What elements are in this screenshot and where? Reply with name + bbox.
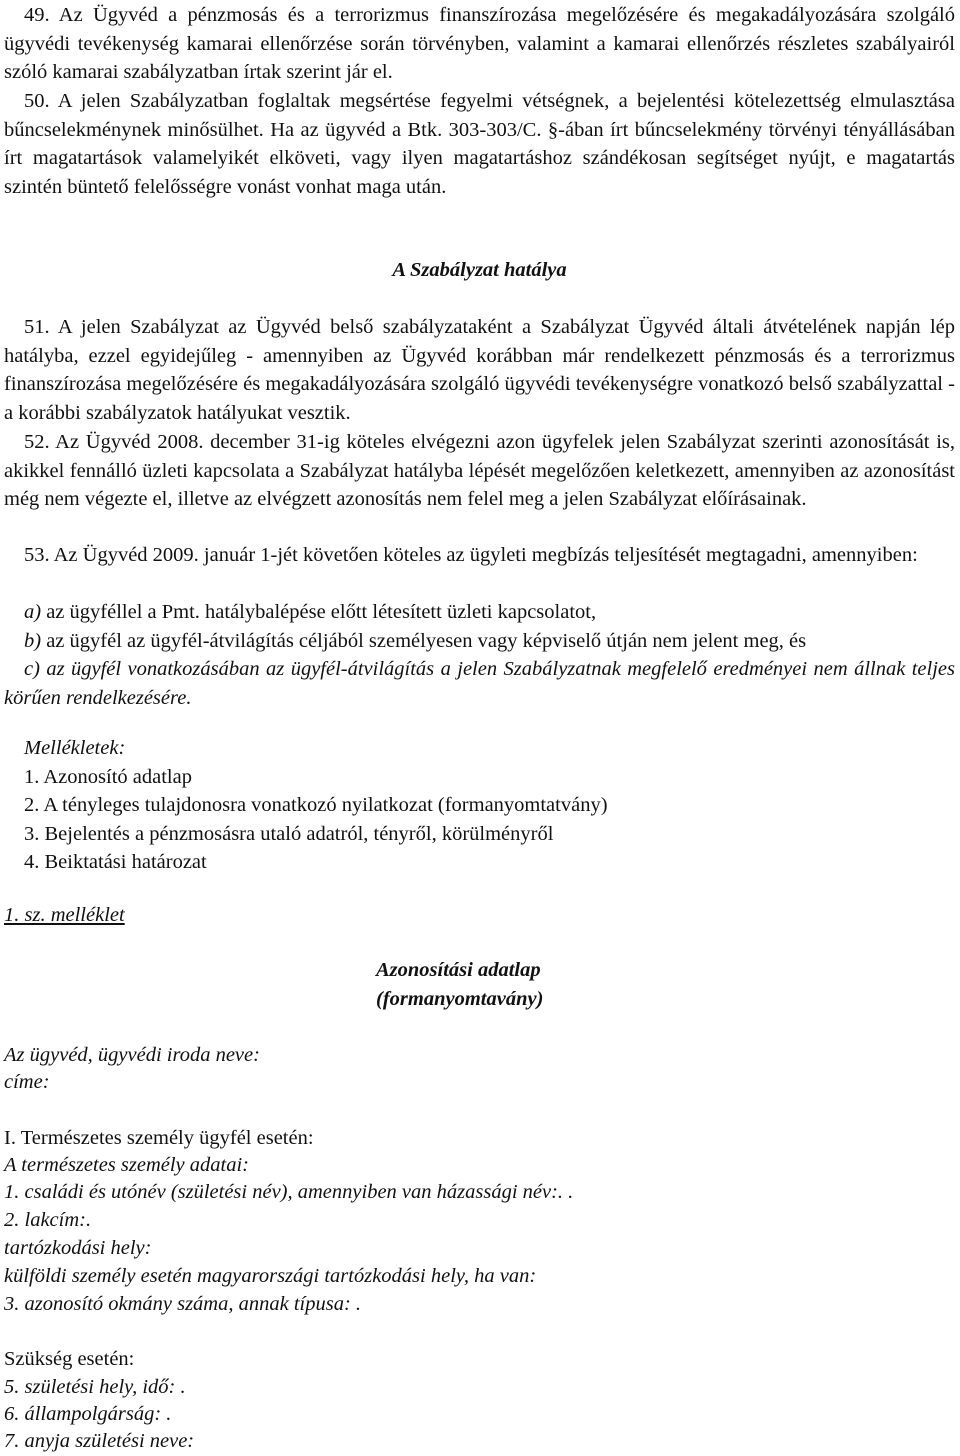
item-b-marker: b) — [24, 630, 42, 652]
office-address-label: címe: — [4, 1071, 50, 1093]
field-foreign-residence: külföldi személy esetén magyarországi tartózkodási hely, ha van: — [4, 1265, 537, 1287]
section-natural-person: I. Természetes személy ügyfél esetén: — [4, 1127, 314, 1149]
item-a-marker: a) — [24, 601, 42, 623]
field-name: 1. családi és utónév (születési név), amennyiben van házassági név:. . — [4, 1181, 574, 1203]
form-title — [376, 956, 543, 1013]
annex-1-label: 1. sz. melléklet — [4, 904, 125, 926]
item-b-text: az ügyfél az ügyfél-átvilágítás céljából személyesen vagy képviselő útján nem jelent meg, és — [41, 630, 807, 652]
annex-item-2: 2. A tényleges tulajdonosra vonatkozó nyilatkozat (formanyomtatvány) — [24, 794, 608, 816]
paragraph-49: 49. Az Ügyvéd a pénzmosás és a terrorizmus finanszírozása megelőzésére és megakadályozására szolgáló ügyvédi tevékenység kamarai ellenőrzése során törvényben, valamint a kamarai ellenőrzés részletes szabályairól szóló kamarai szabályzatban írtak szerint jár el. — [4, 4, 955, 83]
paragraph-53-a — [24, 598, 596, 627]
paragraph-53: 53. Az Ügyvéd 2009. január 1-jét követően köteles az ügyleti megbízás teljesítését megtagadni, amennyiben: — [24, 544, 918, 566]
field-residence: tartózkodási hely: — [4, 1237, 152, 1259]
office-name-label: Az ügyvéd, ügyvédi iroda neve: — [4, 1044, 260, 1066]
section-heading: A Szabályzat hatálya — [392, 259, 567, 281]
paragraph-53-b — [24, 627, 806, 656]
field-address: 2. lakcím:. — [4, 1209, 92, 1231]
field-birth: 5. születési hely, idő: . — [4, 1376, 186, 1398]
annex-label: Mellékletek: — [24, 737, 126, 759]
paragraph-51: 51. A jelen Szabályzat az Ügyvéd belső szabályzataként a Szabályzat Ügyvéd általi átvételének napján lép hatályba, ezzel egyidejűleg - amennyiben az Ügyvéd korábban már rendelkezett pénzmosás és a terrorizmus finanszírozása megelőzésére és megakadályozására szolgáló ügyvédi tevékenységre vonatkozó belső szabályzattal - a korábbi szabályzatok hatályukat vesztik. — [4, 316, 955, 424]
field-mother-name: 7. anyja születési neve: — [4, 1430, 195, 1452]
if-needed-label: Szükség esetén: — [4, 1348, 135, 1370]
annex-item-3: 3. Bejelentés a pénzmosásra utaló adatról, tényről, körülményről — [24, 822, 554, 845]
paragraph-50: 50. A jelen Szabályzatban foglaltak megsértése fegyelmi vétségnek, a bejelentési kötelezettség elmulasztása bűncselekménynek minősülhet. Ha az ügyvéd a Btk. 303-303/C. §-ában írt bűncselekmény törvényi tényállásában írt magatartások valamelyikét elköveti, vagy ilyen magatartáshoz szándékosan segítséget nyújt, e magatartás szintén büntető felelősségre vonást vonhat maga után. — [4, 90, 955, 198]
field-id-document: 3. azonosító okmány száma, annak típusa: . — [4, 1293, 362, 1315]
paragraph-53-c: c) az ügyfél vonatkozásában az ügyfél-átvilágítás a jelen Szabályzatnak megfelelő eredményei nem állnak teljes körűen rendelkezésére. — [4, 658, 955, 709]
field-citizenship: 6. állampolgárság: . — [4, 1403, 172, 1425]
paragraph-52: 52. Az Ügyvéd 2008. december 31-ig köteles elvégezni azon ügyfelek jelen Szabályzat szerinti azonosítását is, akikkel fennálló üzleti kapcsolata a Szabályzat hatályba lépését megelőzően keletkezett, amennyiben az azonosítást még nem végezte el, illetve az elvégzett azonosítás nem felel meg a jelen Szabályzat előírásainak. — [4, 431, 955, 510]
item-a-text: az ügyféllel a Pmt. hatálybalépése előtt létesített üzleti kapcsolatot, — [41, 601, 597, 623]
annex-item-1: 1. Azonosító adatlap — [24, 765, 192, 788]
form-title-line-1: Azonosítási adatlap — [376, 959, 541, 981]
form-title-line-2: (formanyomtavány) — [376, 987, 544, 1010]
annex-item-4: 4. Beiktatási határozat — [24, 851, 207, 873]
annex-list — [24, 734, 608, 877]
natural-person-data-label: A természetes személy adatai: — [4, 1154, 249, 1176]
